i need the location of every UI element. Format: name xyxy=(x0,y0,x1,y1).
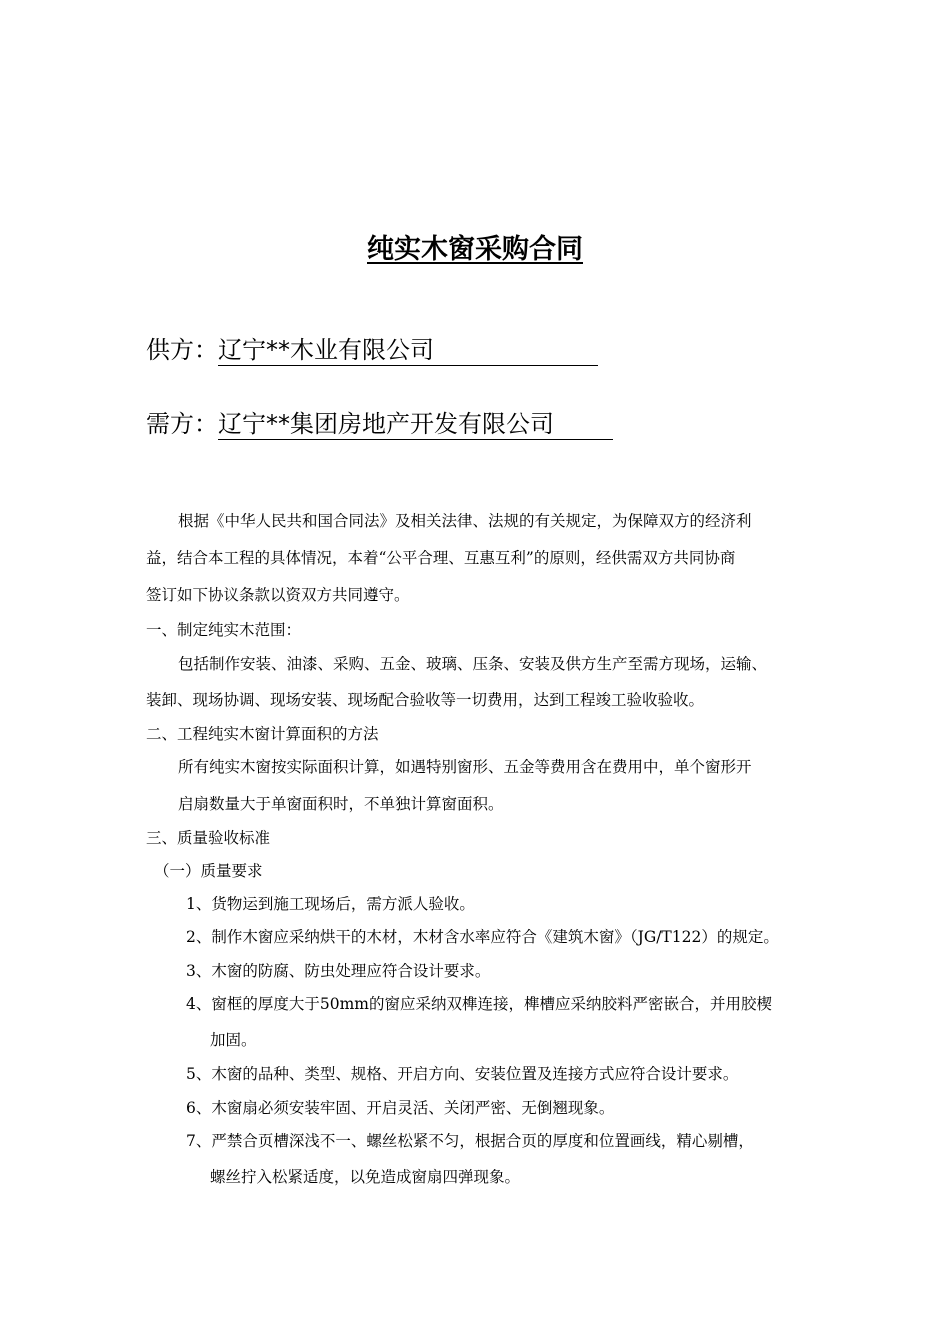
section-heading: 一、制定纯实木范围： xyxy=(146,621,302,639)
section-line: 包括制作安装、油漆、采购、五金、玻璃、压条、安装及供方生产至需方现场，运输、 xyxy=(178,655,768,673)
intro-line: 签订如下协议条款以资双方共同遵守。 xyxy=(146,586,410,604)
section-line: 所有纯实木窗按实际面积计算，如遇特别窗形、五金等费用含在费用中，单个窗形开 xyxy=(178,758,752,776)
section-line: 启扇数量大于单窗面积时，不单独计算窗面积。 xyxy=(178,795,504,813)
supplier-label: 供方： xyxy=(146,336,218,364)
buyer-name: 辽宁**集团房地产开发有限公司 xyxy=(218,409,613,440)
list-item: 2、制作木窗应采纳烘干的木材，木材含水率应符合《建筑木窗》（JG/T122）的规定。 xyxy=(186,928,779,946)
intro-line: 根据《中华人民共和国合同法》及相关法律、法规的有关规定，为保障双方的经济利 xyxy=(178,512,752,530)
supplier-line xyxy=(146,332,598,368)
document-title xyxy=(0,230,950,270)
list-item: 3、木窗的防腐、防虫处理应符合设计要求。 xyxy=(186,962,491,980)
list-item: 5、木窗的品种、类型、规格、开启方向、安装位置及连接方式应符合设计要求。 xyxy=(186,1065,739,1083)
buyer-line xyxy=(146,406,613,442)
subsection-heading: （一）质量要求 xyxy=(154,862,263,880)
list-item: 6、木窗扇必须安装牢固、开启灵活、关闭严密、无倒翘现象。 xyxy=(186,1099,615,1117)
intro-line: 益，结合本工程的具体情况，本着“公平合理、互惠互利”的原则，经供需双方共同协商 xyxy=(146,549,736,567)
list-item: 7、严禁合页槽深浅不一、螺丝松紧不匀，根据合页的厚度和位置画线，精心剔槽， xyxy=(186,1132,754,1150)
section-line: 装卸、现场协调、现场安装、现场配合验收等一切费用，达到工程竣工验收验收。 xyxy=(146,691,705,709)
section-heading: 二、工程纯实木窗计算面积的方法 xyxy=(146,725,379,743)
section-heading: 三、质量验收标准 xyxy=(146,829,271,847)
buyer-label: 需方： xyxy=(146,410,218,438)
list-item-continuation: 螺丝拧入松紧适度，以免造成窗扇四弹现象。 xyxy=(210,1168,521,1186)
list-item: 4、窗框的厚度大于50mm的窗应采纳双榫连接，榫槽应采纳胶料严密嵌合，并用胶楔 xyxy=(186,995,772,1013)
supplier-name: 辽宁**木业有限公司 xyxy=(218,335,598,366)
list-item: 1、货物运到施工现场后，需方派人验收。 xyxy=(186,895,475,913)
document-title-text: 纯实木窗采购合同 xyxy=(367,234,583,265)
list-item-continuation: 加固。 xyxy=(210,1031,257,1049)
